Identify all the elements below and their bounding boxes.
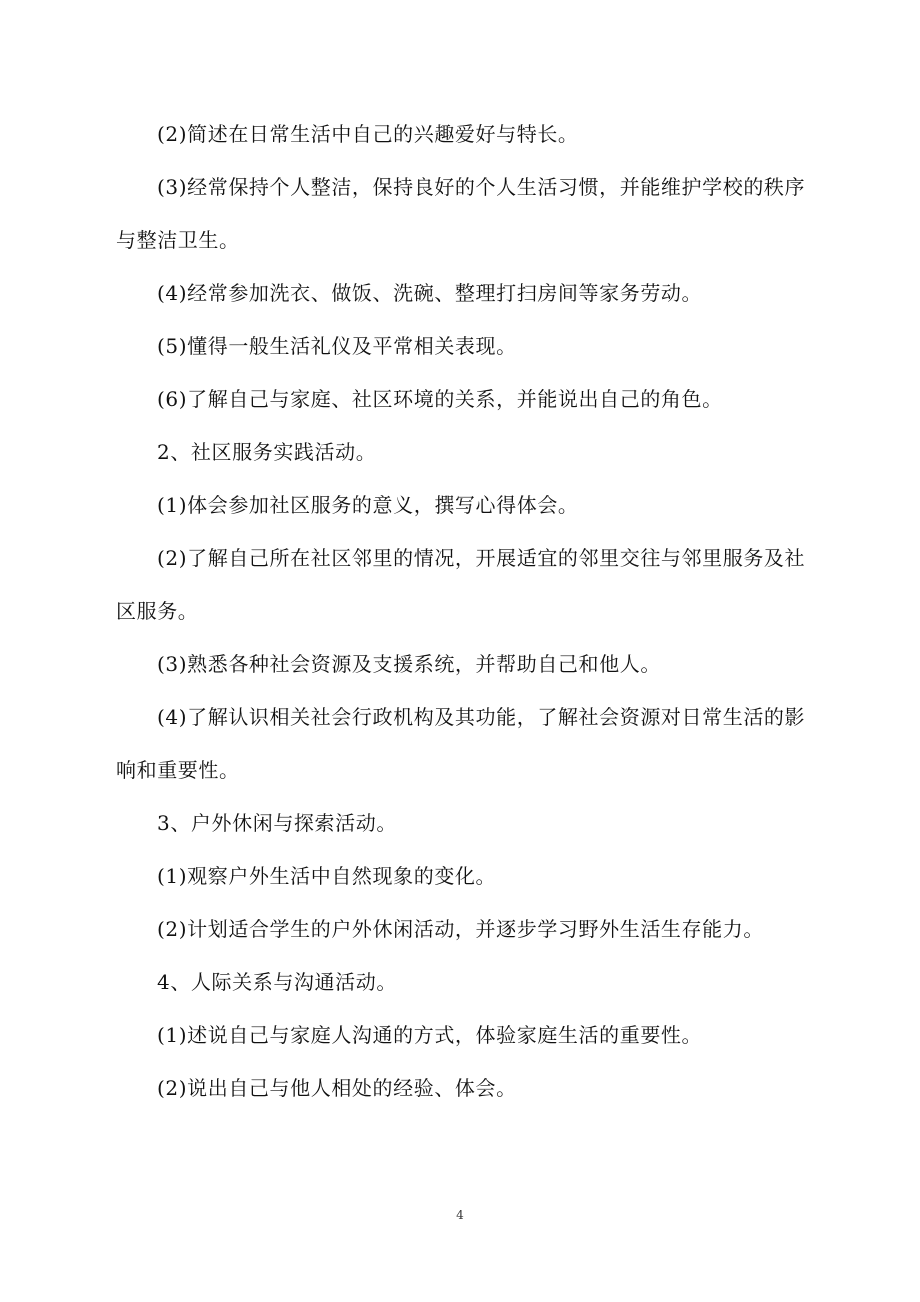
paragraph: (2)说出自己与他人相处的经验、体会。	[157, 1076, 517, 1100]
page-number: 4	[456, 1208, 464, 1222]
paragraph: (4)经常参加洗衣、做饭、洗碗、整理打扫房间等家务劳动。	[157, 281, 703, 305]
paragraph: (3)熟悉各种社会资源及支援系统，并帮助自己和他人。	[157, 652, 661, 676]
paragraph: (2)了解自己所在社区邻里的情况，开展适宜的邻里交往与邻里服务及社区服务。	[116, 546, 806, 623]
section-heading: 3、户外休闲与探索活动。	[157, 811, 397, 835]
document-body	[116, 108, 806, 1115]
paragraph: (6)了解自己与家庭、社区环境的关系，并能说出自己的角色。	[157, 387, 723, 411]
section-heading: 2、社区服务实践活动。	[157, 440, 377, 464]
paragraph: (1)体会参加社区服务的意义，撰写心得体会。	[157, 493, 579, 517]
paragraph: (4)了解认识相关社会行政机构及其功能，了解社会资源对日常生活的影响和重要性。	[116, 705, 806, 782]
paragraph: (2)计划适合学生的户外休闲活动，并逐步学习野外生活生存能力。	[157, 917, 764, 941]
paragraph: (2)简述在日常生活中自己的兴趣爱好与特长。	[157, 122, 579, 146]
paragraph: (1)观察户外生活中自然现象的变化。	[157, 864, 497, 888]
section-heading: 4、人际关系与沟通活动。	[157, 970, 397, 994]
paragraph: (5)懂得一般生活礼仪及平常相关表现。	[157, 334, 517, 358]
paragraph: (3)经常保持个人整洁，保持良好的个人生活习惯，并能维护学校的秩序与整洁卫生。	[116, 175, 806, 252]
paragraph: (1)述说自己与家庭人沟通的方式，体验家庭生活的重要性。	[157, 1023, 703, 1047]
